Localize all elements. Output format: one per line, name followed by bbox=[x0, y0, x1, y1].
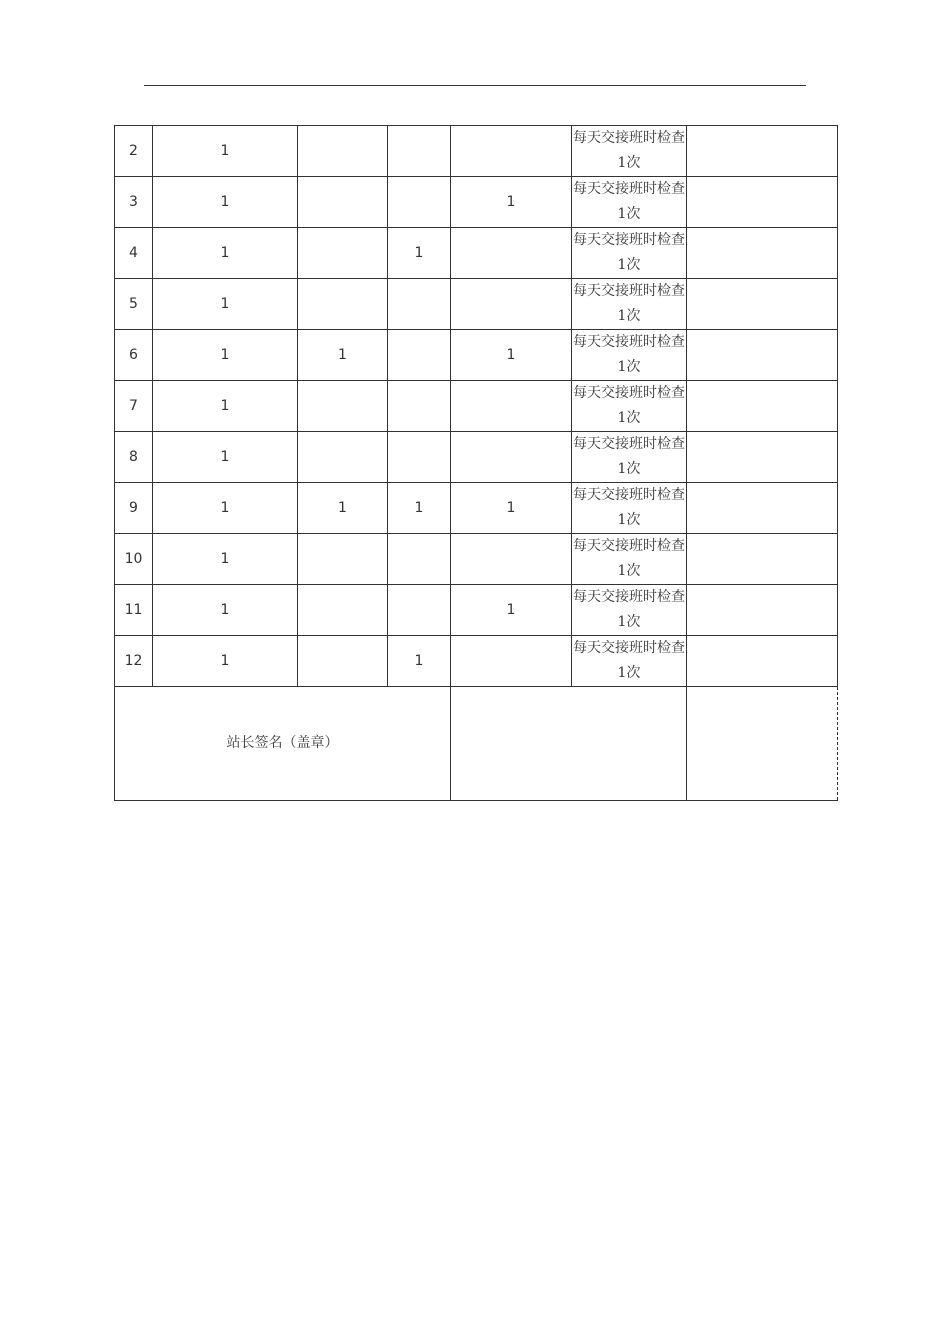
signature-extra-cell bbox=[687, 687, 838, 801]
remark-cell bbox=[687, 432, 838, 483]
check-frequency-cell: 每天交接班时检查1次 bbox=[572, 228, 687, 279]
count-cell-2 bbox=[298, 534, 388, 585]
count-cell-1: 1 bbox=[153, 585, 298, 636]
count-cell-3 bbox=[388, 177, 451, 228]
count-cell-2 bbox=[298, 585, 388, 636]
row-number-cell: 3 bbox=[115, 177, 153, 228]
count-cell-4 bbox=[451, 228, 572, 279]
row-number-cell: 9 bbox=[115, 483, 153, 534]
table-row bbox=[115, 126, 838, 177]
remark-cell bbox=[687, 279, 838, 330]
remark-cell bbox=[687, 177, 838, 228]
count-cell-2 bbox=[298, 279, 388, 330]
row-number-cell: 10 bbox=[115, 534, 153, 585]
count-cell-1: 1 bbox=[153, 228, 298, 279]
count-cell-3 bbox=[388, 432, 451, 483]
count-cell-1: 1 bbox=[153, 126, 298, 177]
check-frequency-cell: 每天交接班时检查1次 bbox=[572, 381, 687, 432]
station-master-signature-label: 站长签名（盖章） bbox=[115, 687, 451, 801]
count-cell-4: 1 bbox=[451, 483, 572, 534]
check-frequency-cell: 每天交接班时检查1次 bbox=[572, 585, 687, 636]
remark-cell bbox=[687, 126, 838, 177]
count-cell-3 bbox=[388, 279, 451, 330]
count-cell-2 bbox=[298, 381, 388, 432]
count-cell-1: 1 bbox=[153, 636, 298, 687]
table-body bbox=[115, 126, 838, 801]
row-number-cell: 12 bbox=[115, 636, 153, 687]
check-frequency-cell: 每天交接班时检查1次 bbox=[572, 177, 687, 228]
count-cell-4: 1 bbox=[451, 177, 572, 228]
table-row bbox=[115, 228, 838, 279]
row-number-cell: 8 bbox=[115, 432, 153, 483]
row-number-cell: 7 bbox=[115, 381, 153, 432]
count-cell-3: 1 bbox=[388, 483, 451, 534]
count-cell-4 bbox=[451, 381, 572, 432]
count-cell-4 bbox=[451, 279, 572, 330]
table-row bbox=[115, 585, 838, 636]
table-row bbox=[115, 636, 838, 687]
count-cell-1: 1 bbox=[153, 177, 298, 228]
count-cell-2 bbox=[298, 636, 388, 687]
check-frequency-cell: 每天交接班时检查1次 bbox=[572, 534, 687, 585]
count-cell-4 bbox=[451, 534, 572, 585]
row-number-cell: 5 bbox=[115, 279, 153, 330]
row-number-cell: 6 bbox=[115, 330, 153, 381]
table-row bbox=[115, 279, 838, 330]
table-row bbox=[115, 177, 838, 228]
table-row bbox=[115, 534, 838, 585]
count-cell-1: 1 bbox=[153, 534, 298, 585]
count-cell-2 bbox=[298, 228, 388, 279]
remark-cell bbox=[687, 228, 838, 279]
count-cell-4 bbox=[451, 126, 572, 177]
row-number-cell: 11 bbox=[115, 585, 153, 636]
count-cell-1: 1 bbox=[153, 432, 298, 483]
count-cell-2: 1 bbox=[298, 330, 388, 381]
row-number-cell: 4 bbox=[115, 228, 153, 279]
remark-cell bbox=[687, 483, 838, 534]
check-frequency-cell: 每天交接班时检查1次 bbox=[572, 432, 687, 483]
check-frequency-cell: 每天交接班时检查1次 bbox=[572, 330, 687, 381]
count-cell-4: 1 bbox=[451, 330, 572, 381]
table-row bbox=[115, 381, 838, 432]
check-frequency-cell: 每天交接班时检查1次 bbox=[572, 636, 687, 687]
count-cell-1: 1 bbox=[153, 330, 298, 381]
count-cell-1: 1 bbox=[153, 279, 298, 330]
count-cell-3: 1 bbox=[388, 228, 451, 279]
station-master-signature-field[interactable] bbox=[451, 687, 687, 801]
table-row bbox=[115, 483, 838, 534]
signature-row bbox=[115, 687, 838, 801]
inspection-log-table bbox=[114, 125, 838, 801]
count-cell-2 bbox=[298, 432, 388, 483]
count-cell-3 bbox=[388, 534, 451, 585]
count-cell-2 bbox=[298, 177, 388, 228]
table-row bbox=[115, 432, 838, 483]
remark-cell bbox=[687, 534, 838, 585]
remark-cell bbox=[687, 381, 838, 432]
count-cell-3 bbox=[388, 126, 451, 177]
header-rule bbox=[144, 85, 806, 86]
remark-cell bbox=[687, 636, 838, 687]
count-cell-3 bbox=[388, 381, 451, 432]
count-cell-3 bbox=[388, 585, 451, 636]
count-cell-4 bbox=[451, 432, 572, 483]
count-cell-2 bbox=[298, 126, 388, 177]
remark-cell bbox=[687, 585, 838, 636]
check-frequency-cell: 每天交接班时检查1次 bbox=[572, 126, 687, 177]
row-number-cell: 2 bbox=[115, 126, 153, 177]
count-cell-3 bbox=[388, 330, 451, 381]
table-row bbox=[115, 330, 838, 381]
check-frequency-cell: 每天交接班时检查1次 bbox=[572, 279, 687, 330]
count-cell-1: 1 bbox=[153, 483, 298, 534]
count-cell-1: 1 bbox=[153, 381, 298, 432]
remark-cell bbox=[687, 330, 838, 381]
count-cell-4: 1 bbox=[451, 585, 572, 636]
count-cell-4 bbox=[451, 636, 572, 687]
check-frequency-cell: 每天交接班时检查1次 bbox=[572, 483, 687, 534]
count-cell-3: 1 bbox=[388, 636, 451, 687]
count-cell-2: 1 bbox=[298, 483, 388, 534]
